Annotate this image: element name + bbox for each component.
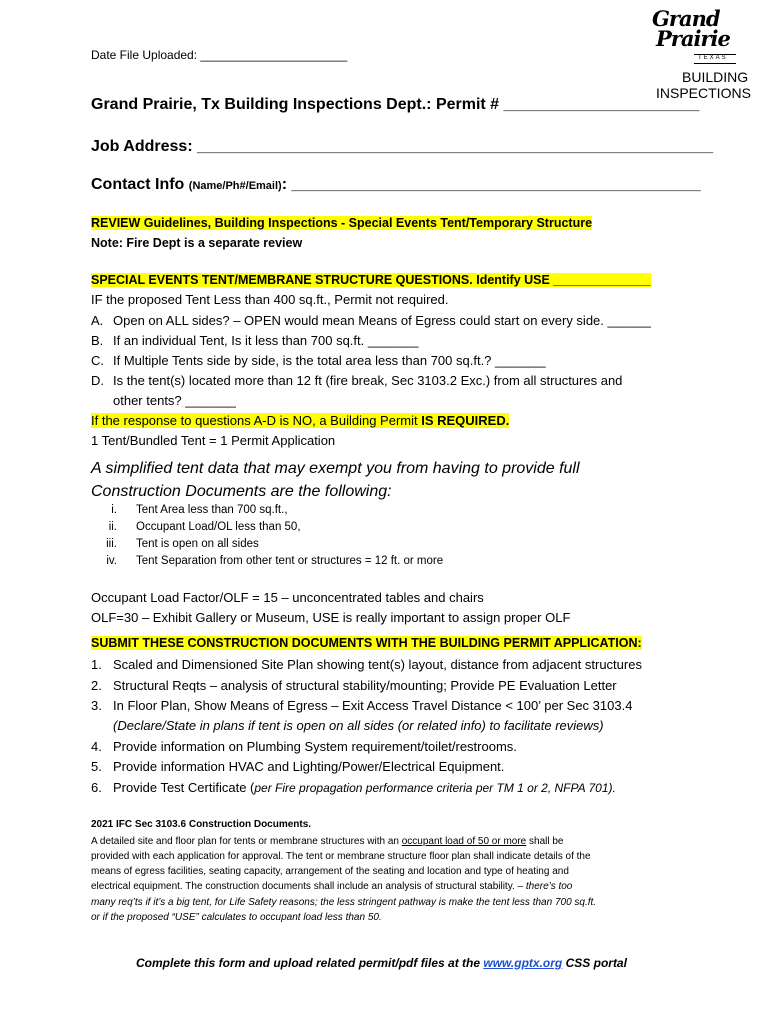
contact-label: Contact Info — [91, 176, 185, 193]
logo-divider — [694, 63, 736, 64]
ifc-paragraph-line: electrical equipment. The construction documents shall include an analysis of structural stability. – there’s too — [91, 881, 573, 892]
olf-line-2: OLF=30 – Exhibit Gallery or Museum, USE is really important to assign proper OLF — [91, 610, 571, 625]
ifc-paragraph-line: or if the proposed “USE” calculates to occupant load less than 50. — [91, 912, 382, 923]
questions-heading: SPECIAL EVENTS TENT/MEMBRANE STRUCTURE QUESTIONS. Identify USE ______________ — [91, 273, 651, 287]
list-item: iii. Tent is open on all sides — [106, 538, 259, 550]
question-d: D. Is the tent(s) located more than 12 ft (fire break, Sec 3103.2 Exc.) from all structures and — [91, 373, 623, 388]
question-c: C. If Multiple Tents side by side, is the total area less than 700 sq.ft.? _______ — [91, 353, 546, 368]
logo-texas: TEXAS — [698, 55, 728, 61]
gptx-link[interactable]: www.gptx.org — [483, 956, 563, 970]
ifc-heading: 2021 IFC Sec 3103.6 Construction Documents. — [91, 819, 312, 830]
logo-inspections: INSPECTIONS — [656, 85, 751, 101]
ifc-paragraph-line: many req’ts if it’s a big tent, for Life Safety reasons; the less stringent pathway is make the tent less than 700 sq.ft. — [91, 897, 597, 908]
permit-number-field[interactable]: Grand Prairie, Tx Building Inspections Dept.: Permit # ______________________ — [91, 96, 700, 113]
simplified-heading-line1: A simplified tent data that may exempt you from having to provide full — [91, 460, 580, 477]
ifc-paragraph-line: A detailed site and floor plan for tents or membrane structures with an occupant load of 50 or more shall be — [91, 836, 564, 847]
review-guidelines-title: REVIEW Guidelines, Building Inspections - Special Events Tent/Temporary Structure — [91, 216, 593, 230]
job-address-field[interactable]: Job Address: __________________________________________________________ — [91, 138, 714, 155]
questions-intro: IF the proposed Tent Less than 400 sq.ft., Permit not required. — [91, 292, 449, 307]
list-item: i. Tent Area less than 700 sq.ft., — [111, 504, 288, 516]
grand-prairie-logo — [648, 6, 751, 104]
simplified-heading-line2: Construction Documents are the following: — [91, 483, 392, 500]
contact-sublabel: (Name/Ph#/Email) — [188, 180, 282, 192]
list-item: iv. Tent Separation from other tent or structures = 12 ft. or more — [106, 555, 444, 567]
document-item-1: 1. Scaled and Dimensioned Site Plan showing tent(s) layout, distance from adjacent structures — [91, 657, 642, 672]
submit-heading: SUBMIT THESE CONSTRUCTION DOCUMENTS WITH THE BUILDING PERMIT APPLICATION: — [91, 636, 642, 650]
ifc-paragraph-line: means of egress facilities, seating capacity, arrangement of the seating and location and type of heating and — [91, 866, 569, 877]
document-item-2: 2. Structural Reqts – analysis of structural stability/mounting; Provide PE Evaluation Letter — [91, 678, 617, 693]
list-item: ii. Occupant Load/OL less than 50, — [108, 521, 301, 533]
question-b: B. If an individual Tent, Is it less than 700 sq.ft. _______ — [91, 333, 419, 348]
contact-info-field[interactable] — [91, 176, 701, 194]
document-item-3: 3. In Floor Plan, Show Means of Egress – Exit Access Travel Distance < 100’ per Sec 3103.4 — [91, 698, 633, 713]
document-item-6: 6. Provide Test Certificate (per Fire propagation performance criteria per TM 1 or 2, NFPA 701). — [91, 780, 616, 795]
logo-line-prairie: Prairie — [656, 26, 730, 51]
question-d-continuation: other tents? _______ — [113, 393, 236, 408]
tent-permit-rule: 1 Tent/Bundled Tent = 1 Permit Application — [91, 433, 336, 448]
document-item-4: 4. Provide information on Plumbing System requirement/toilet/restrooms. — [91, 739, 517, 754]
logo-building: BUILDING — [682, 69, 749, 85]
ifc-paragraph-line: provided with each application for approval. The tent or membrane structure floor plan shall indicate details of the — [91, 851, 591, 862]
document-item-3-continuation: (Declare/State in plans if tent is open on all sides (or related info) to facilitate reviews) — [113, 718, 604, 733]
logo-line-grand: Grand — [652, 6, 720, 31]
fire-dept-note: Note: Fire Dept is a separate review — [91, 236, 303, 250]
document-item-5: 5. Provide information HVAC and Lighting/Power/Electrical Equipment. — [91, 759, 505, 774]
date-uploaded-field[interactable]: Date File Uploaded: ______________________ — [91, 48, 348, 62]
question-a: A. Open on ALL sides? – OPEN would mean Means of Egress could start on every side. ______ — [91, 313, 651, 328]
permit-required-note: If the response to questions A-D is NO, a Building Permit IS REQUIRED. — [91, 413, 510, 428]
footer-instruction: Complete this form and upload related permit/pdf files at the www.gptx.org CSS portal — [136, 956, 627, 970]
contact-blank[interactable]: : ______________________________________________ — [281, 176, 701, 193]
olf-line-1: Occupant Load Factor/OLF = 15 – unconcentrated tables and chairs — [91, 590, 484, 605]
